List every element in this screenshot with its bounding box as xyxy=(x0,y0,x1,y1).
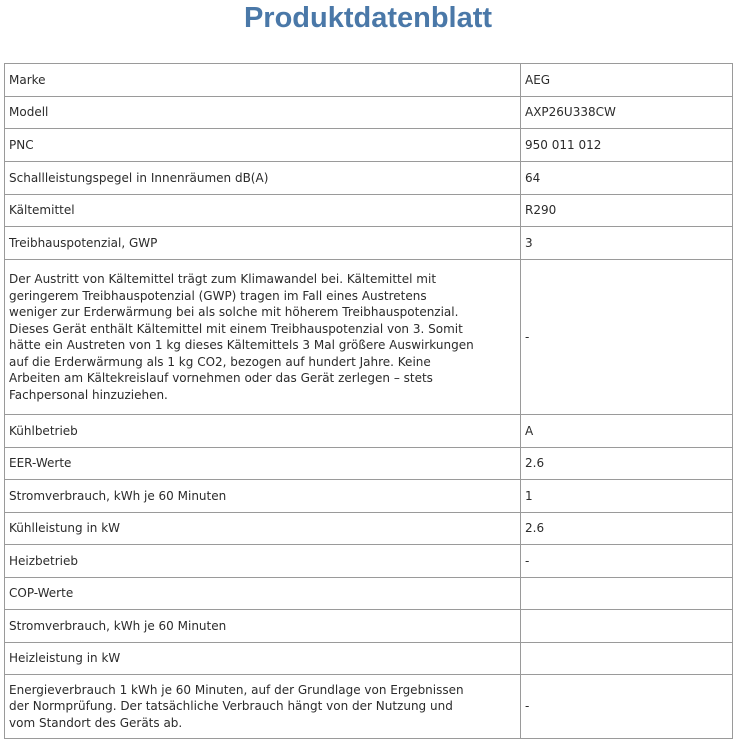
row-value: - xyxy=(521,675,733,739)
table-row xyxy=(5,448,733,480)
row-value: - xyxy=(521,260,733,415)
table-row xyxy=(5,610,733,643)
table-row xyxy=(5,227,733,260)
row-label: Kältemittel xyxy=(5,195,521,227)
row-label: Modell xyxy=(5,97,521,129)
row-value: 2.6 xyxy=(521,513,733,545)
row-value: 64 xyxy=(521,162,733,195)
row-value: AEG xyxy=(521,64,733,97)
row-value xyxy=(521,643,733,675)
table-row xyxy=(5,513,733,545)
table-body xyxy=(5,64,733,739)
row-value: 1 xyxy=(521,480,733,513)
row-value: R290 xyxy=(521,195,733,227)
row-label: PNC xyxy=(5,129,521,162)
row-label: Marke xyxy=(5,64,521,97)
row-value: - xyxy=(521,545,733,578)
table-row xyxy=(5,64,733,97)
table-row xyxy=(5,195,733,227)
row-label: Heizleistung in kW xyxy=(5,643,521,675)
table-row xyxy=(5,162,733,195)
table-row xyxy=(5,545,733,578)
page-title: Produktdatenblatt xyxy=(243,2,493,34)
row-label: COP-Werte xyxy=(5,578,521,610)
row-label: Stromverbrauch, kWh je 60 Minuten xyxy=(5,480,521,513)
table-row xyxy=(5,480,733,513)
table-row xyxy=(5,675,733,739)
row-value: A xyxy=(521,415,733,448)
product-data-table xyxy=(4,63,733,739)
row-value: AXP26U338CW xyxy=(521,97,733,129)
row-label: Der Austritt von Kältemittel trägt zum Klimawandel bei. Kältemittel mit geringerem Treibhauspotenzial (GWP) tragen im Fall eines Austretens weniger zur Erderwärmung bei als solche mit höherem Treibhauspotenzial. Dieses Gerät enthält Kältemittel mit einem Treibhauspotenzial von 3. Somit hätte ein Austreten von 1 kg dieses Kältemittels 3 Mal größere Auswirkungen auf die Erderwärmung als 1 kg CO2, bezogen auf hundert Jahre. Keine Arbeiten am Kältekreislauf vornehmen oder das Gerät zerlegen – stets Fachpersonal hinzuziehen. xyxy=(5,260,521,415)
table-row xyxy=(5,129,733,162)
row-label: Treibhauspotenzial, GWP xyxy=(5,227,521,260)
row-value: 3 xyxy=(521,227,733,260)
row-label: Energieverbrauch 1 kWh je 60 Minuten, auf der Grundlage von Ergebnissen der Normprüfung. Der tatsächliche Verbrauch hängt von der Nutzung und vom Standort des Geräts ab. xyxy=(5,675,521,739)
table-row xyxy=(5,643,733,675)
table-row xyxy=(5,415,733,448)
row-label: Kühlleistung in kW xyxy=(5,513,521,545)
table-row xyxy=(5,97,733,129)
row-value: 950 011 012 xyxy=(521,129,733,162)
row-value xyxy=(521,578,733,610)
row-label: EER-Werte xyxy=(5,448,521,480)
row-label: Heizbetrieb xyxy=(5,545,521,578)
row-label: Kühlbetrieb xyxy=(5,415,521,448)
row-value: 2.6 xyxy=(521,448,733,480)
table-row xyxy=(5,578,733,610)
table-row xyxy=(5,260,733,415)
row-value xyxy=(521,610,733,643)
row-label: Schallleistungspegel in Innenräumen dB(A) xyxy=(5,162,521,195)
row-label: Stromverbrauch, kWh je 60 Minuten xyxy=(5,610,521,643)
